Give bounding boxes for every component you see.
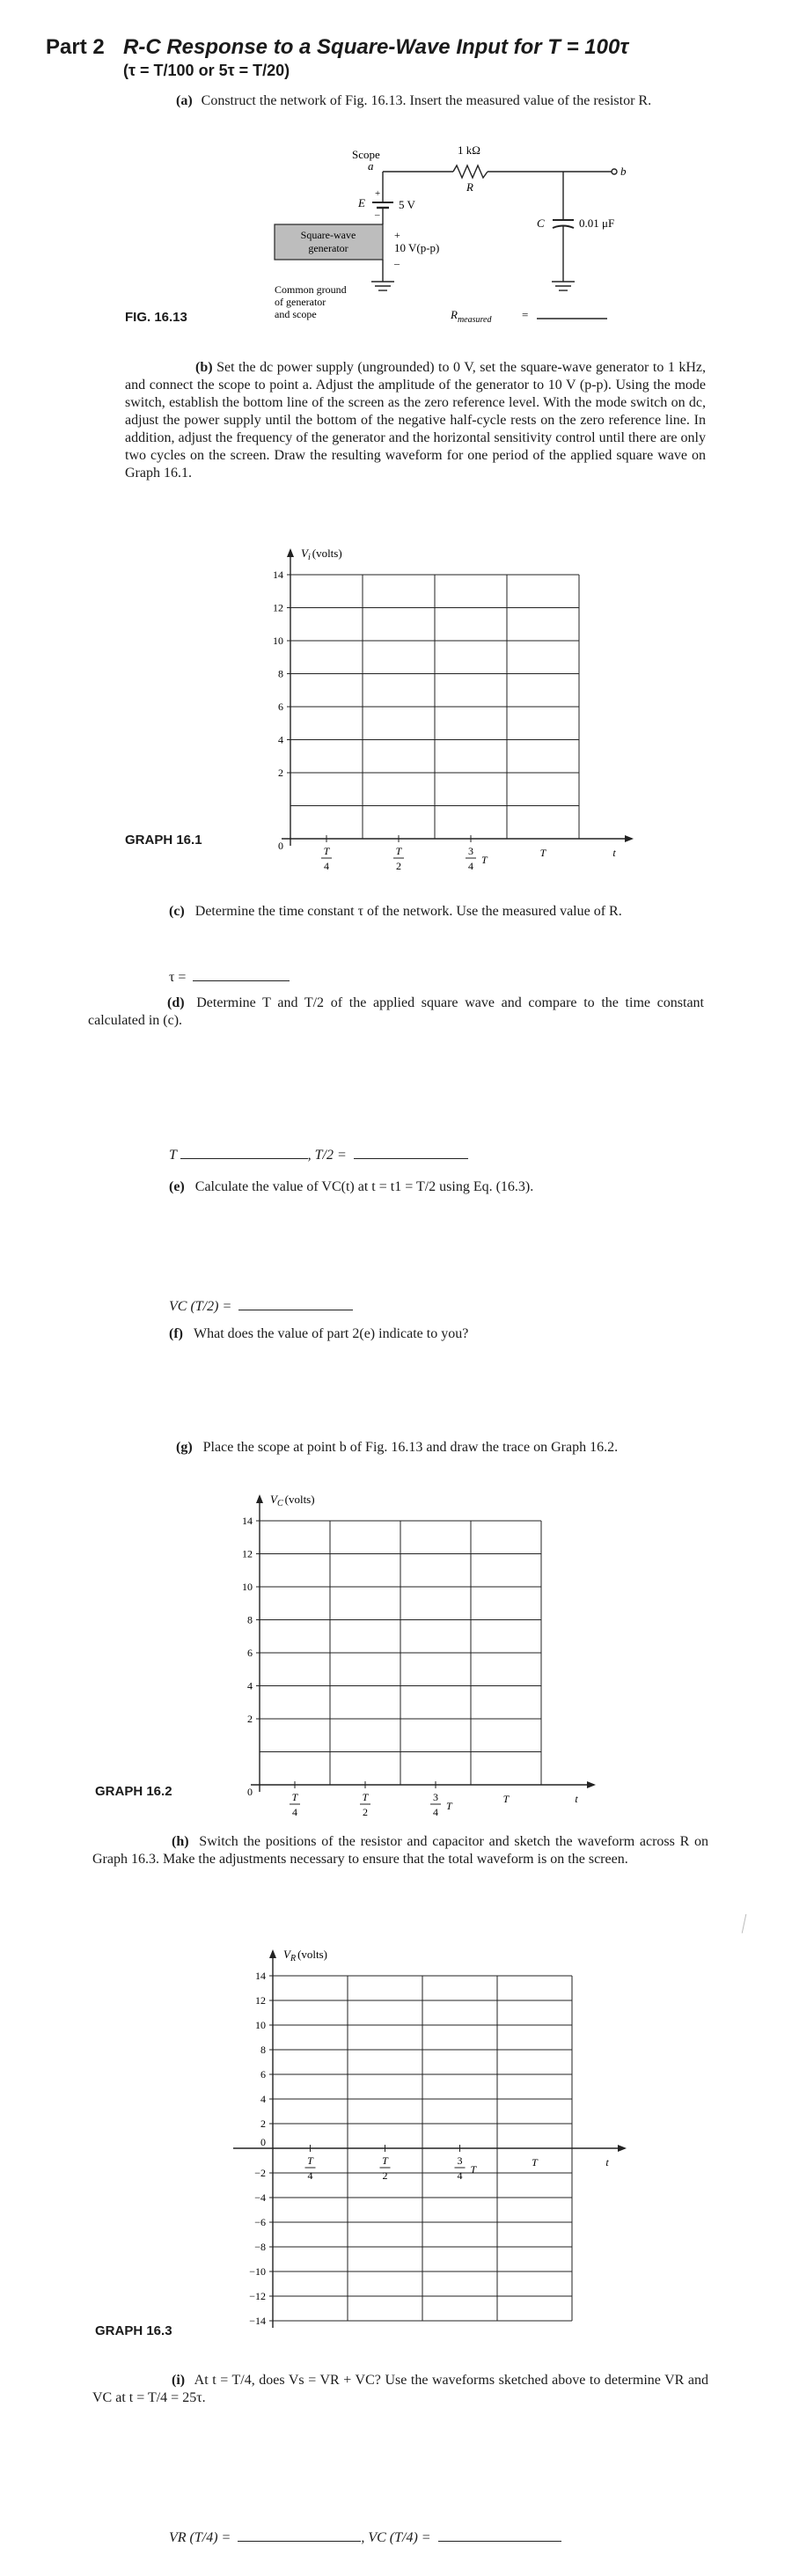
x-tick-numerator: T (362, 1791, 369, 1803)
y-tick-label: 6 (278, 701, 283, 713)
vc-quarter-answer-label: , VC (T/4) = (361, 2530, 431, 2545)
y-tick-label: 4 (278, 733, 283, 746)
x-tick-period: T (539, 847, 546, 859)
x-tick-T: T (470, 2163, 477, 2176)
ground-label-2: of generator (275, 296, 326, 308)
y-tick-label-negative: −2 (254, 2167, 266, 2179)
ground-label-1: Common ground (275, 283, 347, 296)
battery-minus: – (375, 209, 380, 220)
ground-label-3: and scope (275, 308, 317, 320)
page-title: R-C Response to a Square-Wave Input for T = 100τ (123, 35, 629, 59)
vr-answer-label: VR (T/4) = (169, 2530, 231, 2545)
x-axis-arrow (587, 1781, 596, 1788)
half-period-answer-label: , T/2 = (307, 1148, 347, 1163)
y-tick-label: 2 (278, 767, 283, 779)
graph-16-1-label: GRAPH 16.1 (125, 833, 202, 848)
x-tick-period: T (532, 2156, 538, 2169)
y-axis-label: $V_R$ (volts) (283, 1948, 328, 1963)
part-a-text: Construct the network of Fig. 16.13. Insert the measured value of the resistor R. (201, 93, 652, 108)
part-label: Part 2 (46, 35, 105, 59)
x-axis-arrow (625, 835, 634, 842)
part-h (92, 1833, 708, 1868)
part-e (169, 1178, 533, 1197)
y-axis-arrow (287, 548, 294, 557)
x-tick-numerator: T (307, 2154, 313, 2167)
y-axis-label: $V_C$ (volts) (270, 1493, 315, 1508)
gen-plus: + (394, 229, 400, 241)
part-g (176, 1438, 618, 1457)
resistor-value: 1 kΩ (458, 143, 480, 157)
resistor-name: R (466, 180, 473, 194)
part-g-letter: (g) (176, 1440, 193, 1455)
generator-label-1: Square-wave (300, 229, 356, 241)
capacitor-name: C (537, 217, 545, 230)
part-h-letter: (h) (172, 1834, 189, 1849)
part-i (92, 2372, 708, 2407)
y-tick-label: 10 (242, 1581, 253, 1593)
y-tick-label-negative: −6 (254, 2216, 266, 2228)
origin-label: 0 (260, 2136, 266, 2148)
y-tick-label: 8 (278, 667, 283, 680)
x-tick-denominator: 4 (324, 860, 329, 872)
graph-16-2 (202, 1483, 607, 1818)
vr-answer-blank[interactable] (238, 2528, 361, 2542)
part-c (169, 902, 622, 921)
tau-answer-label: τ = (169, 970, 187, 985)
part-e-text: Calculate the value of VC(t) at t = t1 = T/2 using Eq. (16.3). (194, 1179, 534, 1194)
x-tick-numerator: 3 (468, 845, 473, 857)
y-tick-label: 14 (273, 569, 283, 581)
x-tick-denominator: 4 (292, 1806, 297, 1818)
graph-16-3 (198, 1936, 638, 2350)
x-tick-T: T (481, 854, 488, 866)
page-subtitle: (τ = T/100 or 5τ = T/20) (123, 62, 290, 79)
graph-16-1 (233, 537, 638, 872)
x-tick-denominator: 4 (433, 1806, 438, 1818)
part-f-text: What does the value of part 2(e) indicate to you? (193, 1326, 469, 1341)
graph-16-2-label: GRAPH 16.2 (95, 1784, 172, 1799)
part-e-letter: (e) (169, 1179, 185, 1194)
r-measured-eq: = (522, 308, 529, 321)
part-b-letter: (b) (195, 360, 213, 375)
capacitor-value: 0.01 μF (579, 217, 615, 230)
y-tick-label: 12 (273, 601, 283, 614)
y-tick-label-negative: −8 (254, 2241, 266, 2253)
x-tick-numerator: T (395, 845, 402, 857)
y-tick-label: 10 (255, 2019, 266, 2031)
part-d (88, 994, 704, 1030)
x-tick-numerator: T (382, 2154, 388, 2167)
y-tick-label: 12 (255, 1994, 266, 2007)
vr-vc-answer (169, 2528, 561, 2548)
part-g-text: Place the scope at point b of Fig. 16.13 and draw the trace on Graph 16.2. (202, 1440, 619, 1455)
period-answer-label: T (169, 1148, 177, 1163)
x-axis-arrow (618, 2145, 627, 2152)
y-tick-label: 8 (260, 2044, 266, 2056)
x-tick-denominator: 2 (396, 860, 401, 872)
part-c-text: Determine the time constant τ of the network. Use the measured value of R. (194, 904, 622, 919)
y-tick-label: 14 (242, 1515, 253, 1527)
period-answer-blank[interactable] (180, 1146, 308, 1159)
y-tick-label-negative: −10 (249, 2265, 266, 2278)
x-tick-denominator: 2 (382, 2169, 388, 2182)
node-b-label: b (620, 165, 627, 178)
x-tick-numerator: 3 (433, 1791, 438, 1803)
x-tick-T: T (446, 1800, 452, 1812)
x-tick-denominator: 2 (363, 1806, 368, 1818)
part-i-text: At t = T/4, does Vs = VR + VC? Use the waveforms sketched above to determine VR and VC at t = T/4 = 25τ. (92, 2373, 709, 2405)
y-tick-label-negative: −12 (249, 2290, 266, 2302)
y-tick-label: 8 (247, 1613, 253, 1626)
x-tick-numerator: 3 (457, 2154, 463, 2167)
period-answer (169, 1146, 468, 1165)
y-tick-label: 2 (247, 1713, 253, 1725)
generator-value: 10 V(p-p) (394, 241, 440, 254)
origin-label: 0 (247, 1786, 253, 1798)
part-f-letter: (f) (169, 1326, 183, 1341)
fig-16-13-circuit (255, 136, 660, 330)
part-f (169, 1325, 468, 1344)
y-axis-arrow (269, 1949, 276, 1958)
tau-answer-blank[interactable] (193, 968, 290, 981)
vc-answer-label: VC (T/2) = (169, 1299, 232, 1314)
x-tick-numerator: T (291, 1791, 298, 1803)
supply-name: E (358, 196, 365, 209)
generator-label-2: generator (308, 242, 348, 254)
y-axis-label: $V_i$ (volts) (301, 547, 342, 562)
x-tick-denominator: 4 (307, 2169, 313, 2182)
node-b-terminal (612, 169, 617, 174)
y-tick-label: 10 (273, 635, 283, 647)
half-period-answer-blank[interactable] (354, 1146, 468, 1159)
x-tick-denominator: 4 (457, 2169, 463, 2182)
y-tick-label-negative: −4 (254, 2191, 266, 2204)
vc-quarter-answer-blank[interactable] (438, 2528, 561, 2542)
x-axis-label: t (612, 847, 616, 859)
margin-mark (742, 1914, 749, 1934)
y-tick-label: 12 (242, 1547, 253, 1560)
part-d-text: Determine T and T/2 of the applied square wave and compare to the time constant calculated in (c). (88, 995, 704, 1028)
vc-answer-blank[interactable] (238, 1297, 353, 1310)
tau-answer (169, 968, 290, 987)
battery-plus: + (375, 188, 381, 199)
part-c-letter: (c) (169, 904, 185, 919)
node-a-label: a (368, 159, 374, 172)
y-axis-arrow (256, 1494, 263, 1503)
resistor-symbol (453, 165, 488, 178)
part-b-text: Set the dc power supply (ungrounded) to 0 V, set the square-wave generator to 1 kHz, and connect the scope to point a. Adjust the amplitude of the generator to 10 V (p-p). Using the mode switch, establish the bottom line of the screen as the zero reference level. With the mode switch on dc, adjust the power supply until the bottom of the negative half-cycle rests on the zero reference line. In addition, adjust the frequency of the generator and the horizontal sensitivity control until there are only two cycles on the screen. Draw the resulting waveform for one period of the applied square wave on Graph 16.1. (125, 360, 707, 481)
y-tick-label: 6 (247, 1647, 253, 1659)
r-measured-label: $R_{measured}$ (451, 308, 492, 325)
part-a (176, 92, 651, 111)
supply-value: 5 V (399, 198, 415, 211)
y-tick-label-negative: −14 (249, 2315, 266, 2327)
part-i-letter: (i) (172, 2373, 186, 2388)
y-tick-label: 14 (255, 1970, 266, 1982)
graph-16-3-label: GRAPH 16.3 (95, 2323, 172, 2338)
y-tick-label: 6 (260, 2068, 266, 2081)
x-axis-label: t (575, 1793, 578, 1805)
part-h-text: Switch the positions of the resistor and capacitor and sketch the waveform across R on Graph 16.3. Make the adjustments necessary to ensure that the total waveform is on the screen. (92, 1834, 708, 1867)
fig-16-13-label: FIG. 16.13 (125, 310, 187, 325)
gen-minus: – (394, 257, 400, 269)
y-tick-label: 4 (260, 2093, 266, 2105)
origin-label: 0 (278, 840, 283, 852)
part-a-letter: (a) (176, 93, 193, 108)
vc-answer (169, 1297, 353, 1317)
y-tick-label: 4 (247, 1679, 253, 1692)
x-axis-label: t (605, 2156, 609, 2169)
x-tick-period: T (502, 1793, 510, 1805)
y-tick-label: 2 (260, 2117, 266, 2130)
x-tick-denominator: 4 (468, 860, 473, 872)
part-d-letter: (d) (167, 995, 185, 1010)
part-b (125, 359, 706, 482)
scope-label: Scope (352, 148, 380, 161)
x-tick-numerator: T (323, 845, 330, 857)
